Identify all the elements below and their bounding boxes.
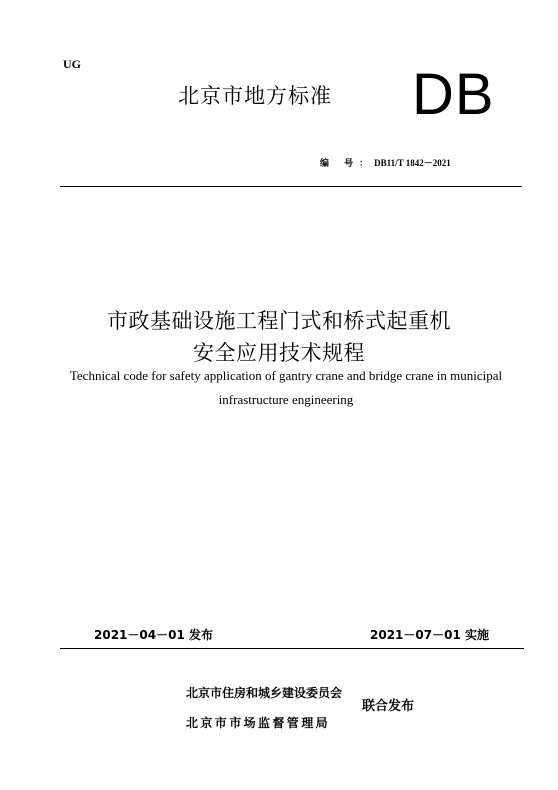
db-logo: DB xyxy=(412,62,495,127)
standard-type-heading: 北京市地方标准 xyxy=(178,84,332,108)
issue-date: 2021－04－01 发布 xyxy=(94,628,213,642)
standard-number xyxy=(320,156,451,169)
title-english-line-1: Technical code for safety application of gantry crane and bridge crane in municipal xyxy=(69,368,503,383)
issuer-housing-commission: 北京市住房和城乡建设委员会 xyxy=(186,686,343,700)
implementation-date: 2021－07－01 实施 xyxy=(370,628,489,642)
standard-number-label: 编 号： xyxy=(320,159,375,169)
issuer-market-regulation: 北京市市场监督管理局 xyxy=(186,716,331,730)
classification-code: UG xyxy=(63,57,81,71)
joint-release-label: 联合发布 xyxy=(362,699,415,714)
title-chinese-line-1: 市政基础设施工程门式和桥式起重机 xyxy=(107,309,451,333)
top-divider xyxy=(60,186,522,187)
standard-number-value: DB11/T 1842－2021 xyxy=(374,158,451,168)
title-english-line-2: infrastructure engineering xyxy=(218,392,354,407)
bottom-divider xyxy=(60,648,524,649)
title-chinese-line-2: 安全应用技术规程 xyxy=(193,341,365,365)
